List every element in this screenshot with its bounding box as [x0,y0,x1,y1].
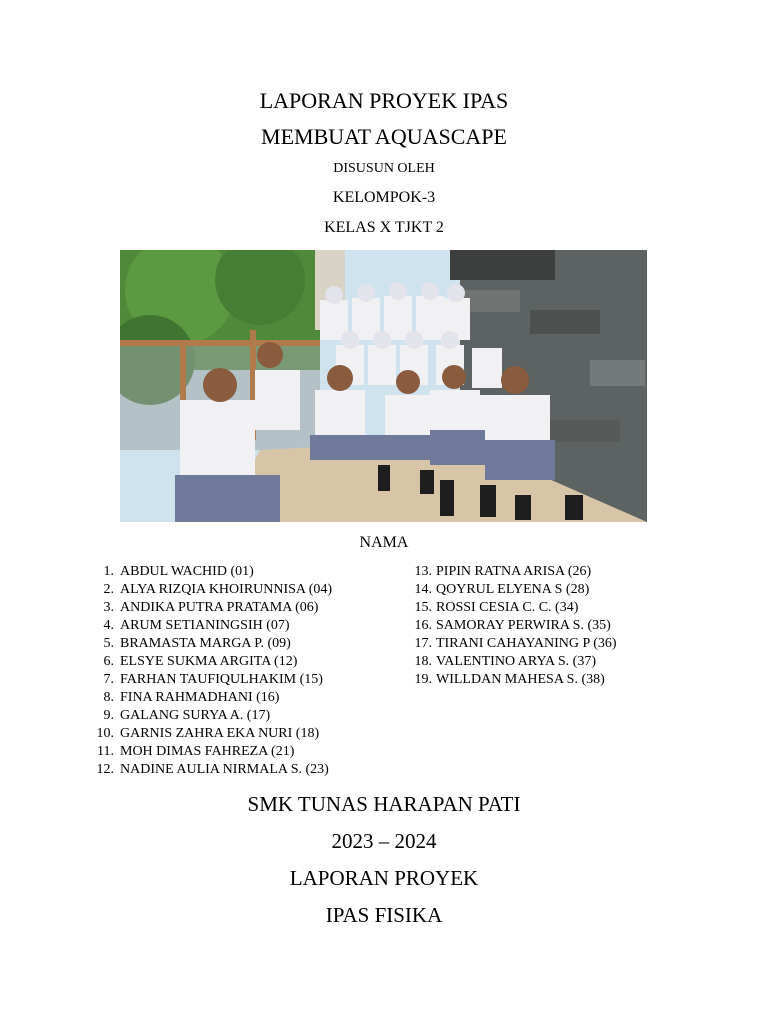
kelas: KELAS X TJKT 2 [324,219,444,236]
list-item: 14. QOYRUL ELYENA S (28) [414,582,590,597]
members-list-right [410,563,710,689]
list-item: 19. WILLDAN MAHESA S. (38) [414,672,605,687]
list-item: 5. BRAMASTA MARGA P. (09) [103,636,291,651]
list-item: 16. SAMORAY PERWIRA S. (35) [414,618,611,633]
list-item: 12. NADINE AULIA NIRMALA S. (23) [96,762,329,777]
list-item: 1. ABDUL WACHID (01) [103,564,254,579]
list-item: 3. ANDIKA PUTRA PRATAMA (06) [103,600,319,615]
kelompok: KELOMPOK-3 [332,189,436,206]
list-item: 9. GALANG SURYA A. (17) [103,708,271,723]
members-list-left [94,563,394,779]
list-item: 17. TIRANI CAHAYANING P (36) [414,636,617,651]
list-item: 6. ELSYE SUKMA ARGITA (12) [103,654,298,669]
list-item: 10. GARNIS ZAHRA EKA NURI (18) [96,726,320,741]
title-line-2: MEMBUAT AQUASCAPE [261,124,507,149]
subject-label: IPAS FISIKA [325,903,443,927]
title-line-1: LAPORAN PROYEK IPAS [259,88,509,113]
disusun-oleh: DISUSUN OLEH [333,161,435,176]
list-item: 18. VALENTINO ARYA S. (37) [414,654,596,669]
list-item: 13. PIPIN RATNA ARISA (26) [414,564,592,579]
list-item: 4. ARUM SETIANINGSIH (07) [103,618,290,633]
list-item: 15. ROSSI CESIA C. C. (34) [414,600,579,615]
list-item: 8. FINA RAHMADHANI (16) [103,690,280,705]
list-item: 11. MOH DIMAS FAHREZA (21) [97,744,295,759]
school-year: 2023 – 2024 [331,829,437,853]
list-item: 7. FARHAN TAUFIQULHAKIM (15) [103,672,323,687]
group-photo [120,250,647,522]
list-item: 2. ALYA RIZQIA KHOIRUNNISA (04) [103,582,333,597]
school-name: SMK TUNAS HARAPAN PATI [247,792,521,816]
names-heading: NAMA [359,534,409,551]
report-label: LAPORAN PROYEK [289,866,479,890]
